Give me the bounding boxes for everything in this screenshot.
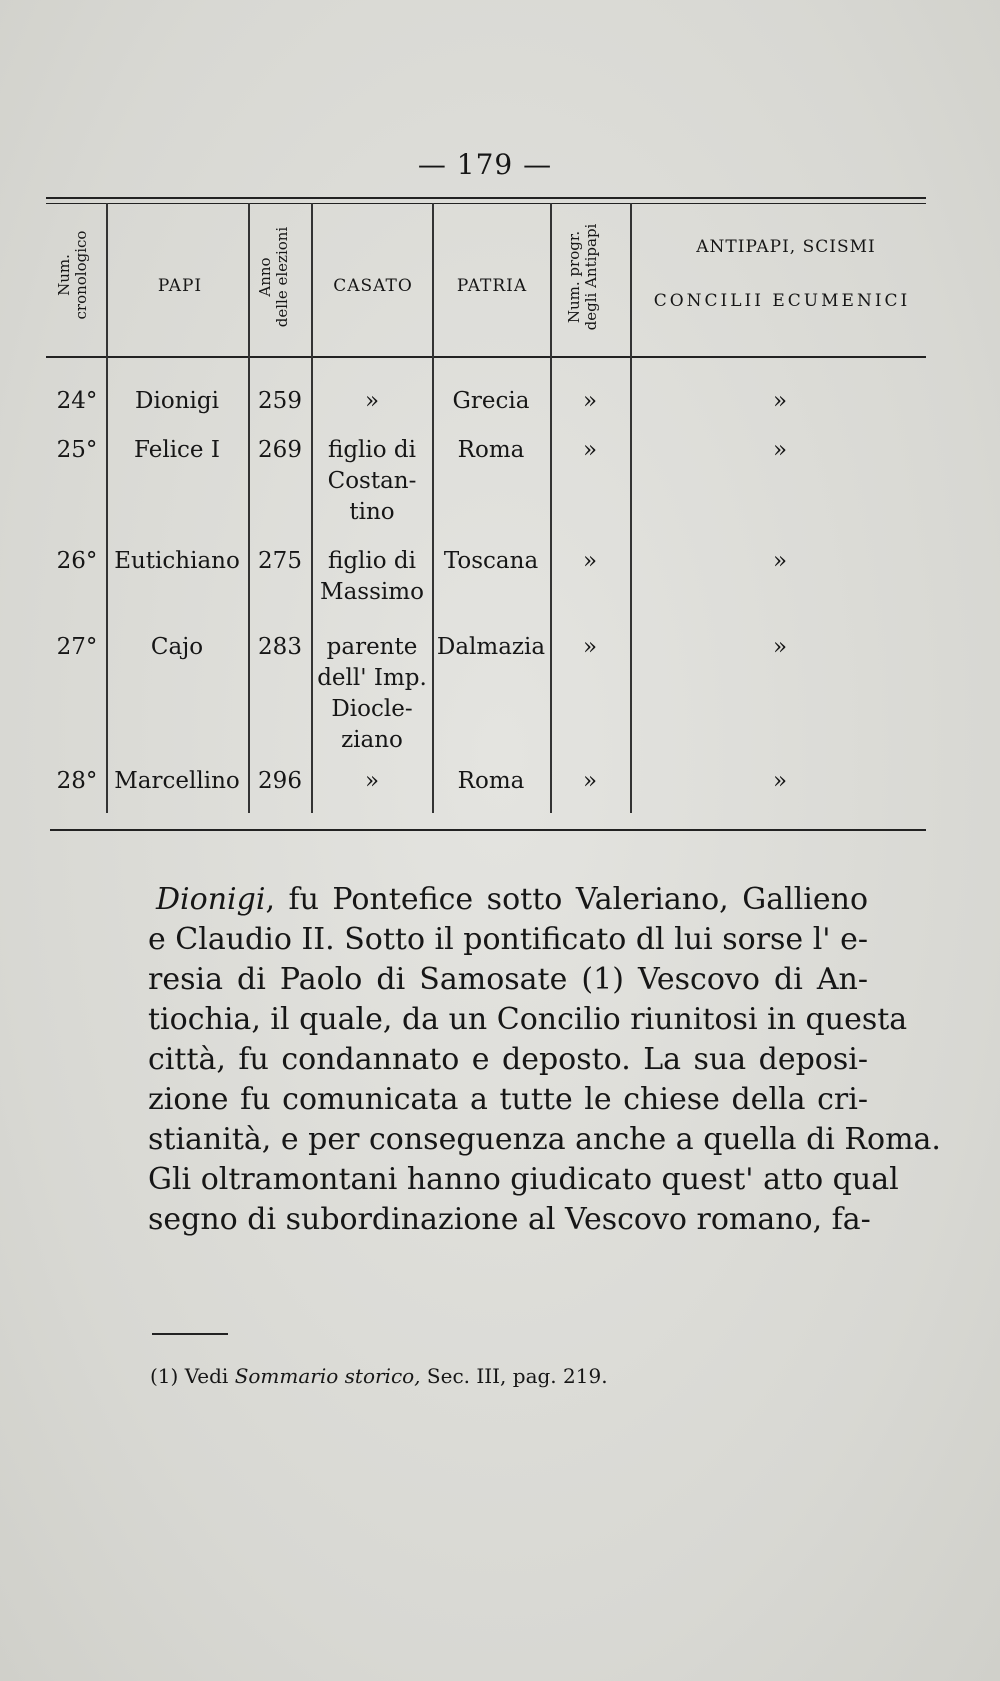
body-line: stianità, e per conseguenza anche a quella di Roma. — [148, 1122, 941, 1157]
header-anno: Anno delle elezioni — [256, 226, 292, 328]
table-row-papa: Marcellino — [114, 768, 240, 794]
body-lead-name: Dionigi — [156, 882, 266, 917]
table-row-antipapi: » — [582, 548, 598, 574]
table-row-patria: Dalmazia — [436, 634, 546, 660]
column-divider — [311, 203, 313, 813]
header-papi: PAPI — [157, 276, 203, 296]
table-row-antipapi: » — [582, 634, 598, 660]
table-row-num: 24° — [56, 388, 98, 414]
column-divider — [550, 203, 552, 813]
table-row-casato: » — [364, 768, 380, 794]
table-row-patria: Roma — [457, 768, 525, 794]
body-line: zione fu comunicata a tutte le chiese della cri- — [148, 1082, 868, 1117]
table-row-scismi: » — [772, 388, 788, 414]
header-num-cronologico: Num. cronologico — [55, 230, 91, 320]
table-row-scismi: » — [772, 634, 788, 660]
table-row-papa: Dionigi — [135, 388, 219, 414]
header-patria: PATRIA — [456, 276, 528, 296]
table-row-casato: figlio di Costan- tino — [327, 437, 417, 525]
table-row-antipapi: » — [582, 388, 598, 414]
table-row-anno: 283 — [258, 634, 302, 660]
table-row-num: 28° — [56, 768, 98, 794]
table-row-scismi: » — [772, 548, 788, 574]
header-casato: CASATO — [333, 276, 413, 296]
table-row-scismi: » — [772, 768, 788, 794]
table-row-papa: Cajo — [150, 634, 204, 660]
table-row-papa: Felice I — [134, 437, 220, 463]
table-row-antipapi: » — [582, 437, 598, 463]
column-divider — [248, 203, 250, 813]
table-row-patria: Roma — [457, 437, 525, 463]
table-row-casato: figlio di Massimo — [320, 548, 424, 605]
body-line: Dionigi, fu Pontefice sotto Valeriano, Gallieno — [156, 882, 868, 917]
body-paragraph — [148, 880, 941, 1240]
table-row-anno: 296 — [258, 768, 302, 794]
footnote: (1) Vedi Sommario storico, Sec. III, pag. 219. — [150, 1364, 608, 1388]
table-row-patria: Grecia — [452, 388, 530, 414]
table-row-anno: 269 — [258, 437, 302, 463]
body-line: resia di Paolo di Samosate (1) Vescovo di An- — [148, 962, 868, 997]
table-header-rule — [46, 356, 926, 358]
body-line: Gli oltramontani hanno giudicato quest' atto qual — [148, 1162, 899, 1197]
header-antipapi-scismi: ANTIPAPI, SCISMI — [696, 237, 876, 257]
body-line: e Claudio II. Sotto il pontificato dl lui sorse l' e- — [148, 922, 868, 957]
table-row-anno: 259 — [258, 388, 302, 414]
table-top-rule — [46, 197, 926, 199]
footnote-rule — [152, 1333, 228, 1335]
body-line: segno di subordinazione al Vescovo romano, fa- — [148, 1202, 871, 1237]
table-row-patria: Toscana — [443, 548, 539, 574]
table-row-papa: Eutichiano — [114, 548, 240, 574]
table-top-rule-thin — [46, 203, 926, 204]
table-bottom-rule — [50, 829, 926, 831]
column-divider — [630, 203, 632, 813]
column-divider — [432, 203, 434, 813]
header-concilii-ecumenici: CONCILII ECUMENICI — [653, 291, 911, 311]
body-line: città, fu condannato e deposto. La sua deposi- — [148, 1042, 868, 1077]
table-row-num: 26° — [56, 548, 98, 574]
table-row-casato: » — [364, 388, 380, 414]
body-line: tiochia, il quale, da un Concilio riunitosi in questa — [148, 1002, 908, 1037]
table-row-anno: 275 — [258, 548, 302, 574]
table-row-scismi: » — [772, 437, 788, 463]
header-num-antipapi: Num. progr. degli Antipapi — [565, 223, 601, 331]
table-row-num: 27° — [56, 634, 98, 660]
table-row-antipapi: » — [582, 768, 598, 794]
table-row-casato: parente dell' Imp. Diocle- ziano — [317, 634, 427, 753]
table-row-num: 25° — [56, 437, 98, 463]
page-number: — 179 — — [417, 148, 553, 181]
column-divider — [106, 203, 108, 813]
